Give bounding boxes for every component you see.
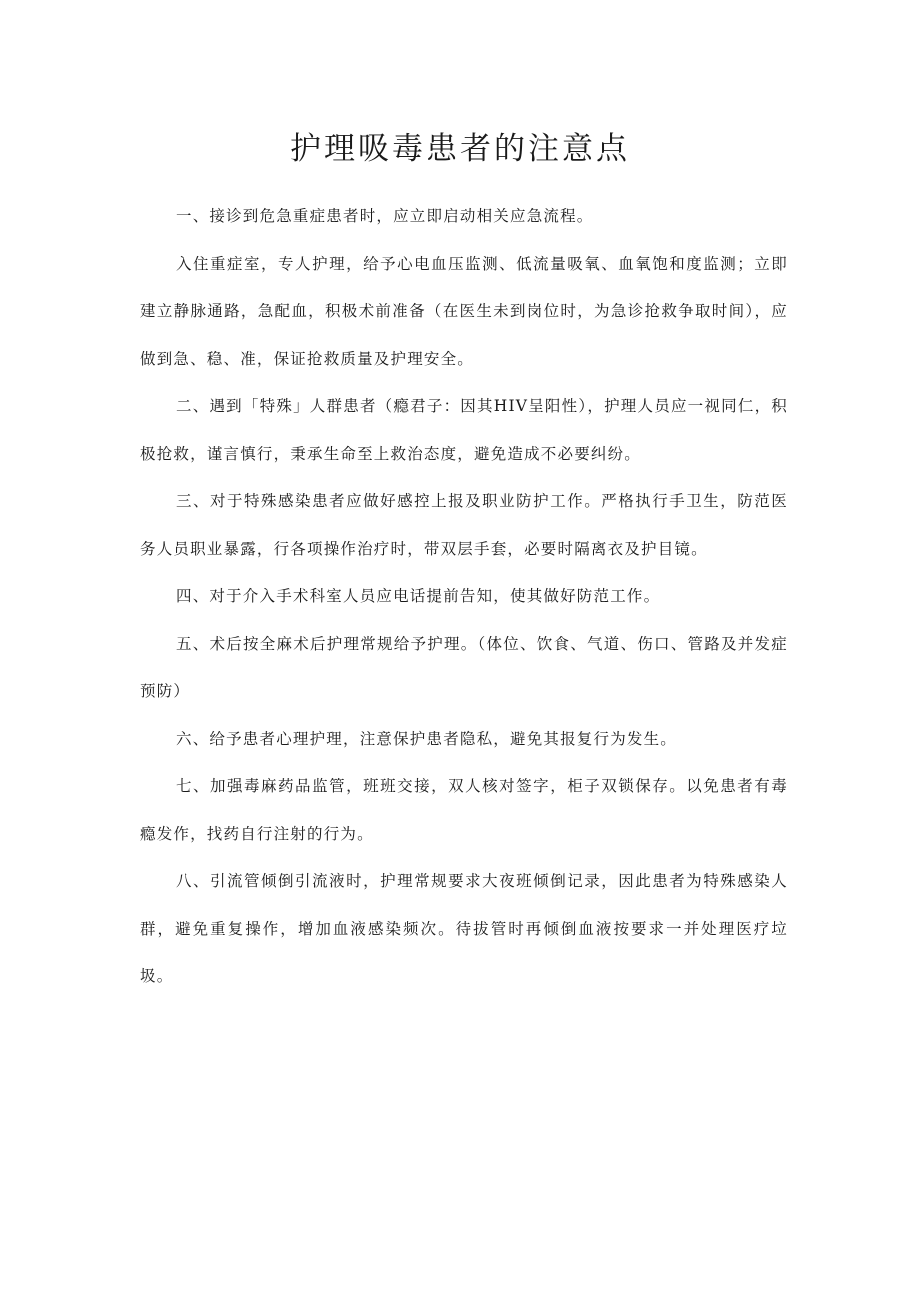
document-title: 护理吸毒患者的注意点 <box>290 131 630 167</box>
paragraph-4: 三、对于特殊感染患者应做好感控上报及职业防护工作。严格执行手卫生，防范医务人员职业暴露，行各项操作治疗时，带双层手套，必要时隔离衣及护目镜。 <box>140 492 788 558</box>
paragraph-6: 五、术后按全麻术后护理常规给予护理。（体位、饮食、气道、伤口、管路及并发症预防） <box>140 634 788 700</box>
paragraph-1: 一、接诊到危急重症患者时，应立即启动相关应急流程。 <box>176 207 594 225</box>
paragraph-7: 六、给予患者心理护理，注意保护患者隐私，避免其报复行为发生。 <box>176 729 678 748</box>
paragraph-5: 四、对于介入手术科室人员应电话提前告知，使其做好防范工作。 <box>176 587 661 605</box>
document-body <box>140 193 788 1001</box>
paragraph-2: 入住重症室，专人护理，给予心电血压监测、低流量吸氧、血氧饱和度监测；立即建立静脉通路，急配血，积极术前准备（在医生未到岗位时，为急诊抢救争取时间），应做到急、稳、准，保证抢救质量及护理安全。 <box>140 254 788 368</box>
paragraph-9: 八、引流管倾倒引流液时，护理常规要求大夜班倾倒记录，因此患者为特殊感染人群，避免重复操作，增加血液感染频次。待拔管时再倾倒血液按要求一并处理医疗垃圾。 <box>140 872 788 985</box>
paragraph-3: 二、遇到「特殊」人群患者（瘾君子：因其HIV呈阳性），护理人员应一视同仁，积极抢救，谨言慎行，秉承生命至上救治态度，避免造成不必要纠纷。 <box>140 397 788 463</box>
paragraph-8: 七、加强毒麻药品监管，班班交接，双人核对签字，柜子双锁保存。以免患者有毒瘾发作，找药自行注射的行为。 <box>140 777 788 843</box>
